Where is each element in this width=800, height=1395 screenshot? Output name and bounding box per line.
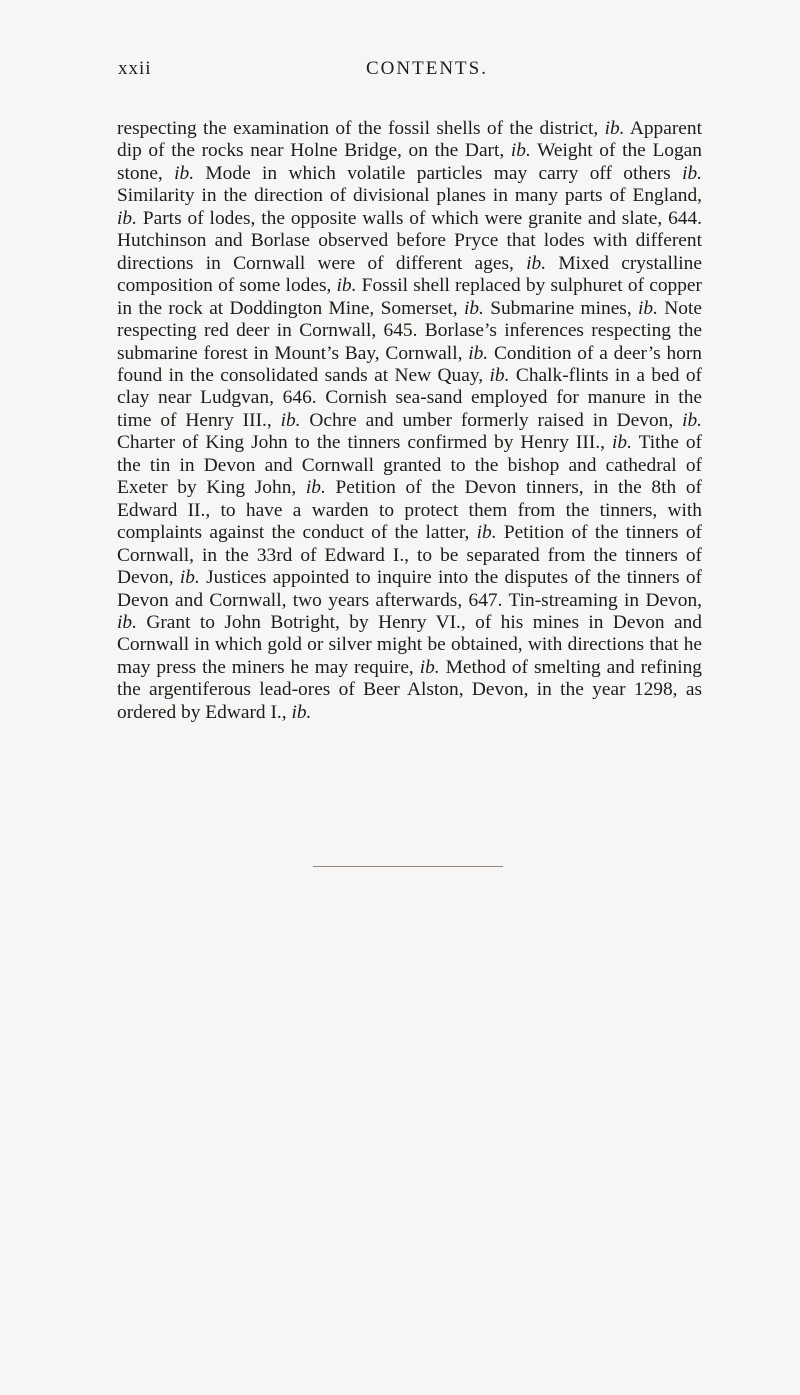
entry-text: Ochre and umber formerly raised in Devon, (300, 409, 683, 431)
page-header (0, 58, 800, 88)
entry-ref: ib. (682, 162, 702, 184)
contents-paragraph (117, 118, 702, 724)
entry-text: Tithe of the tin in Devon and Cornwall granted to the bishop and cathedral of Exeter by King John, (117, 432, 702, 499)
entry-ref: ib. (489, 364, 510, 386)
entry-text: Petition of the tinners of Cornwall, in the 33rd of Edward I., to be separated from the tinners of Devon, (117, 522, 702, 589)
entry-ref: ib. (476, 522, 497, 544)
entry-ref: ib. (638, 297, 658, 319)
entry-ref: ib. (291, 701, 312, 723)
section-divider-rule (313, 866, 503, 867)
entry-text: Grant to John Botright, by Henry VI., of his mines in Devon and Cornwall in which gold or silver might be obtained, with directions that he may press the miners he may require, (117, 611, 702, 678)
entry-text: Weight of the Logan stone, (117, 140, 702, 184)
entry-text: Parts of lodes, the opposite walls of which were granite and slate, 644. Hutchinson and Borlase observed before Pryce that lodes with different directions in Cornwall were of different ages, (117, 207, 702, 274)
entry-ref: ib. (682, 409, 702, 431)
entry-ref: ib. (510, 140, 531, 162)
entry-ref: ib. (117, 207, 137, 229)
entry-text: Petition of the Devon tinners, in the 8th of Edward II., to have a warden to protect them from the tinners, with complaints against the conduct of the latter, (117, 477, 702, 544)
entry-text: Similarity in the direction of divisional planes in many parts of England, (117, 185, 702, 207)
entry-text: Mode in which volatile particles may carry off others (194, 162, 683, 184)
entry-ref: ib. (174, 162, 195, 184)
entry-ref: ib. (419, 656, 440, 678)
entry-ref: ib. (611, 432, 632, 454)
entry-ref: ib. (336, 275, 357, 297)
entry-text: Justices appointed to inquire into the disputes of the tinners of Devon and Cornwall, two years afterwards, 647. Tin-streaming in Devon, (117, 567, 702, 611)
entry-text: Fossil shell replaced by sulphuret of copper in the rock at Doddington Mine, Somerset, (117, 275, 702, 319)
page-number: xxii (118, 58, 152, 79)
entry-text: Submarine mines, (483, 297, 639, 319)
entry-ref: ib. (117, 611, 137, 633)
entry-ref: ib. (526, 252, 547, 274)
entry-ref: ib. (468, 342, 489, 364)
entry-text: Chalk-flints in a bed of clay near Ludgvan, 646. Cornish sea-sand employed for manure in the time of Henry III., (117, 364, 702, 431)
entry-text: Mixed crystalline composition of some lodes, (117, 252, 702, 297)
entry-text: Apparent dip of the rocks near Holne Bridge, on the Dart, (117, 118, 702, 162)
entry-ref: ib. (604, 118, 625, 139)
entry-ref: ib. (179, 567, 200, 589)
entry-ref: ib. (305, 477, 326, 499)
entry-text: Method of smelting and refining the argentiferous lead-ores of Beer Alston, Devon, in the year 1298, as ordered by Edward I., (117, 656, 702, 723)
running-head: CONTENTS. (366, 58, 488, 79)
entry-text: respecting the examination of the fossil shells of the district, (117, 118, 605, 139)
entry-text: Condition of a deer’s horn found in the consolidated sands at New Quay, (117, 342, 702, 386)
entry-text: Charter of King John to the tinners confirmed by Henry III., (117, 432, 612, 454)
entry-text: Note respecting red deer in Cornwall, 645. Borlase’s inferences respecting the submarine forest in Mount’s Bay, Cornwall, (117, 297, 702, 364)
entry-ref: ib. (463, 297, 484, 319)
entry-ref: ib. (280, 409, 301, 431)
